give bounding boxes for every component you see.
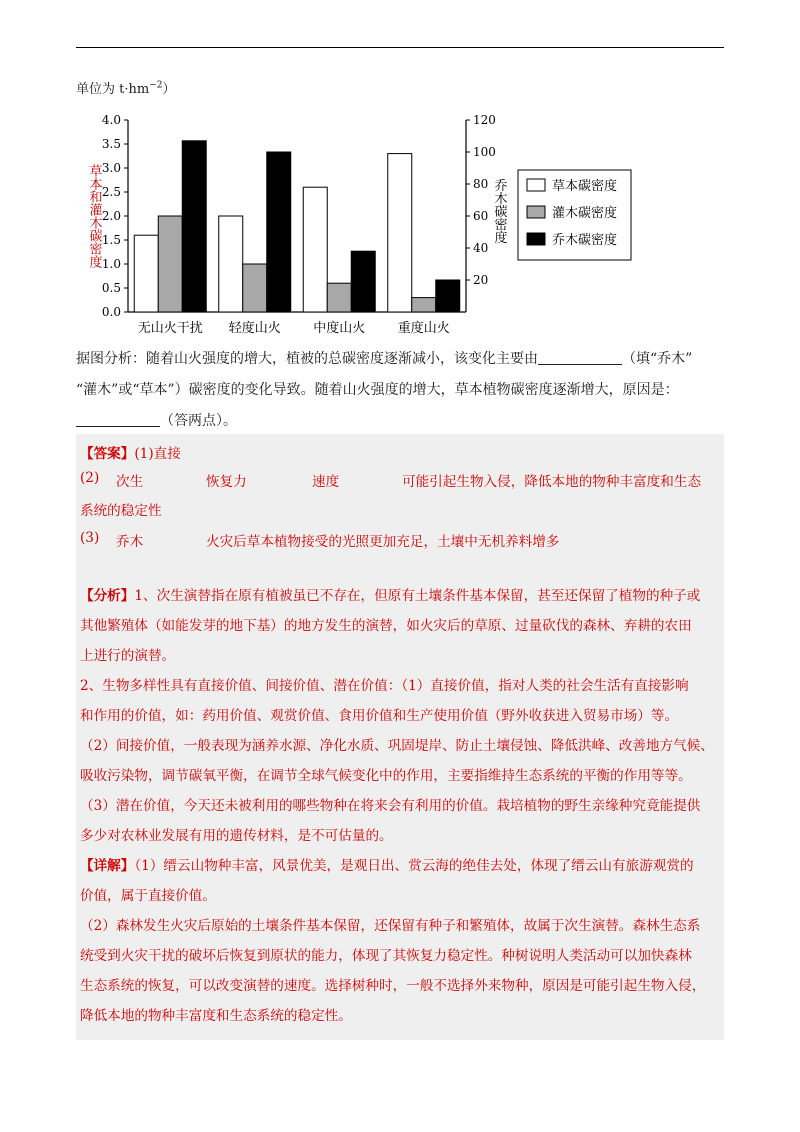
analysis-line-7: 吸收污染物，调节碳氧平衡，在调节全球气候变化中的作用，主要指维持生态系统的平衡的作用等等。 [80,768,692,784]
right-tick-label: 60 [473,209,489,223]
bar-1 [388,154,412,312]
question-part-1: 据图分析：随着山火强度的增大，植被的总碳密度逐渐减小，该变化主要由 [76,351,538,367]
detail-line-6: 降低本地的物种丰富度和生态系统的稳定性。 [80,1008,352,1024]
answer-2-number: (2) [80,470,100,486]
answer-tag: 【答案】 [80,446,135,462]
bar-2 [243,264,267,312]
carbon-density-chart [76,108,636,340]
answer-line-3: 系统的稳定性 [80,503,162,519]
answer-line-2 [80,470,720,490]
bar-3 [351,251,375,312]
detail-line-3: （2）森林发生火灾后原始的土壤条件基本保留，还保留有种子和繁殖体，故属于次生演替。森林生态系 [80,918,701,934]
analysis-tag: 【分析】 [80,588,135,604]
bar-2 [158,216,182,312]
legend-label: 灌木碳密度 [552,206,618,221]
right-axis-title: 乔木碳密度 [491,178,507,244]
question-text [76,344,726,437]
left-tick-label: 3.0 [101,161,121,175]
analysis-line-6: （2）间接价值，一般表现为涵养水源、净化水质、巩固堤岸、防止土壤侵蚀、降低洪峰、改善地方气候、 [80,738,714,754]
right-tick-label: 40 [473,241,489,255]
answer-line-1 [80,442,181,462]
header-rule [76,47,724,48]
blank-1 [538,348,622,365]
bar-1 [134,235,158,312]
analysis-line-2: 其他繁殖体（如能发芽的地下基）的地方发生的演替，如火灾后的草原、过量砍伐的森林、弃耕的农田 [80,618,692,634]
right-tick-label: 100 [473,145,496,159]
question-part-2: （填“乔木” [622,351,693,367]
detail-tag: 【详解】 [80,858,135,874]
category-label: 中度山火 [313,321,366,336]
unit-close: ） [162,82,176,97]
answer-3-number: (3) [80,530,100,546]
question-part-3: “灌木”或“草本”）碳密度的变化导致。随着山火强度的增大，草本植物碳密度逐渐增大，原因是： [76,382,679,398]
legend-label: 草本碳密度 [552,179,618,194]
question-line-2 [76,375,726,406]
answer-2-item-3: 速度 [312,474,340,490]
bar-3 [182,141,206,312]
unit-text: 单位为 t·hm [76,82,150,97]
question-line-3 [76,406,726,437]
category-label: 重度山火 [397,321,450,336]
answer-2-item-2: 恢复力 [206,474,247,490]
answer-3-item-2: 火灾后草本植物接受的光照更加充足，土壤中无机养料增多 [206,534,560,550]
unit-note [76,78,176,97]
left-axis-title: 草本和灌木碳密度 [86,164,102,268]
left-tick-label: 1.0 [101,257,121,271]
category-label: 无山火干扰 [137,321,203,336]
answer-1: (1)直接 [134,446,181,462]
analysis-line-1 [80,584,700,604]
question-line-1 [76,344,726,375]
left-tick-label: 0.0 [101,305,121,319]
right-tick-label: 80 [473,177,489,191]
bar-1 [219,216,243,312]
analysis-line-4: 2、生物多样性具有直接价值、间接价值、潜在价值：（1）直接价值，指对人类的社会生活有直接影响 [80,678,689,694]
question-part-4: （答两点）。 [160,413,237,429]
left-tick-label: 3.5 [101,137,121,151]
bar-3 [267,152,291,312]
legend-label: 乔木碳密度 [552,233,618,248]
legend-swatch [527,206,545,218]
left-tick-label: 0.5 [101,281,121,295]
left-tick-label: 2.5 [101,185,121,199]
analysis-line-8: （3）潜在价值，今天还未被利用的哪些物种在将来会有利用的价值。栽培植物的野生亲缘种究竟能提供 [80,798,701,814]
unit-exponent: −2 [149,80,163,91]
category-label: 轻度山火 [228,321,281,336]
right-tick-label: 120 [473,113,496,127]
left-tick-label: 4.0 [101,113,121,127]
analysis-text-1: 1、次生演替指在原有植被虽已不存在，但原有土壤条件基本保留，甚至还保留了植物的种子或 [134,588,701,604]
answer-2-item-1: 次生 [116,474,144,490]
detail-line-1 [80,854,694,874]
bar-2 [327,283,351,312]
analysis-line-5: 和作用的价值，如：药用价值、观赏价值、食用价值和生产使用价值（野外收获进入贸易市场）等。 [80,708,679,724]
legend-swatch [527,179,545,191]
bar-3 [436,280,460,312]
analysis-line-9: 多少对农林业发展有用的遗传材料，是不可估量的。 [80,828,393,844]
right-tick-label: 20 [473,273,489,287]
answer-3-item-1: 乔木 [116,534,144,550]
answer-2-item-4: 可能引起生物入侵，降低本地的物种丰富度和生态 [402,474,702,490]
bar-2 [412,298,436,312]
left-tick-label: 2.0 [101,209,121,223]
left-tick-label: 1.5 [101,233,121,247]
detail-text-1: （1）缙云山物种丰富，风景优美，是观日出、赏云海的绝佳去处，体现了缙云山有旅游观赏的 [134,858,694,874]
detail-line-2: 价值，属于直接价值。 [80,888,216,904]
detail-line-4: 统受到火灾干扰的破坏后恢复到原状的能力，体现了其恢复力稳定性。种树说明人类活动可以加快森林 [80,948,692,964]
answer-panel [76,434,724,1040]
bar-1 [303,187,327,312]
analysis-line-3: 上进行的演替。 [80,648,176,664]
detail-line-5: 生态系统的恢复，可以改变演替的速度。选择树种时，一般不选择外来物种，原因是可能引起生物入侵， [80,978,706,994]
blank-2 [76,410,160,427]
answer-line-4 [80,530,720,550]
legend-swatch [527,233,545,245]
